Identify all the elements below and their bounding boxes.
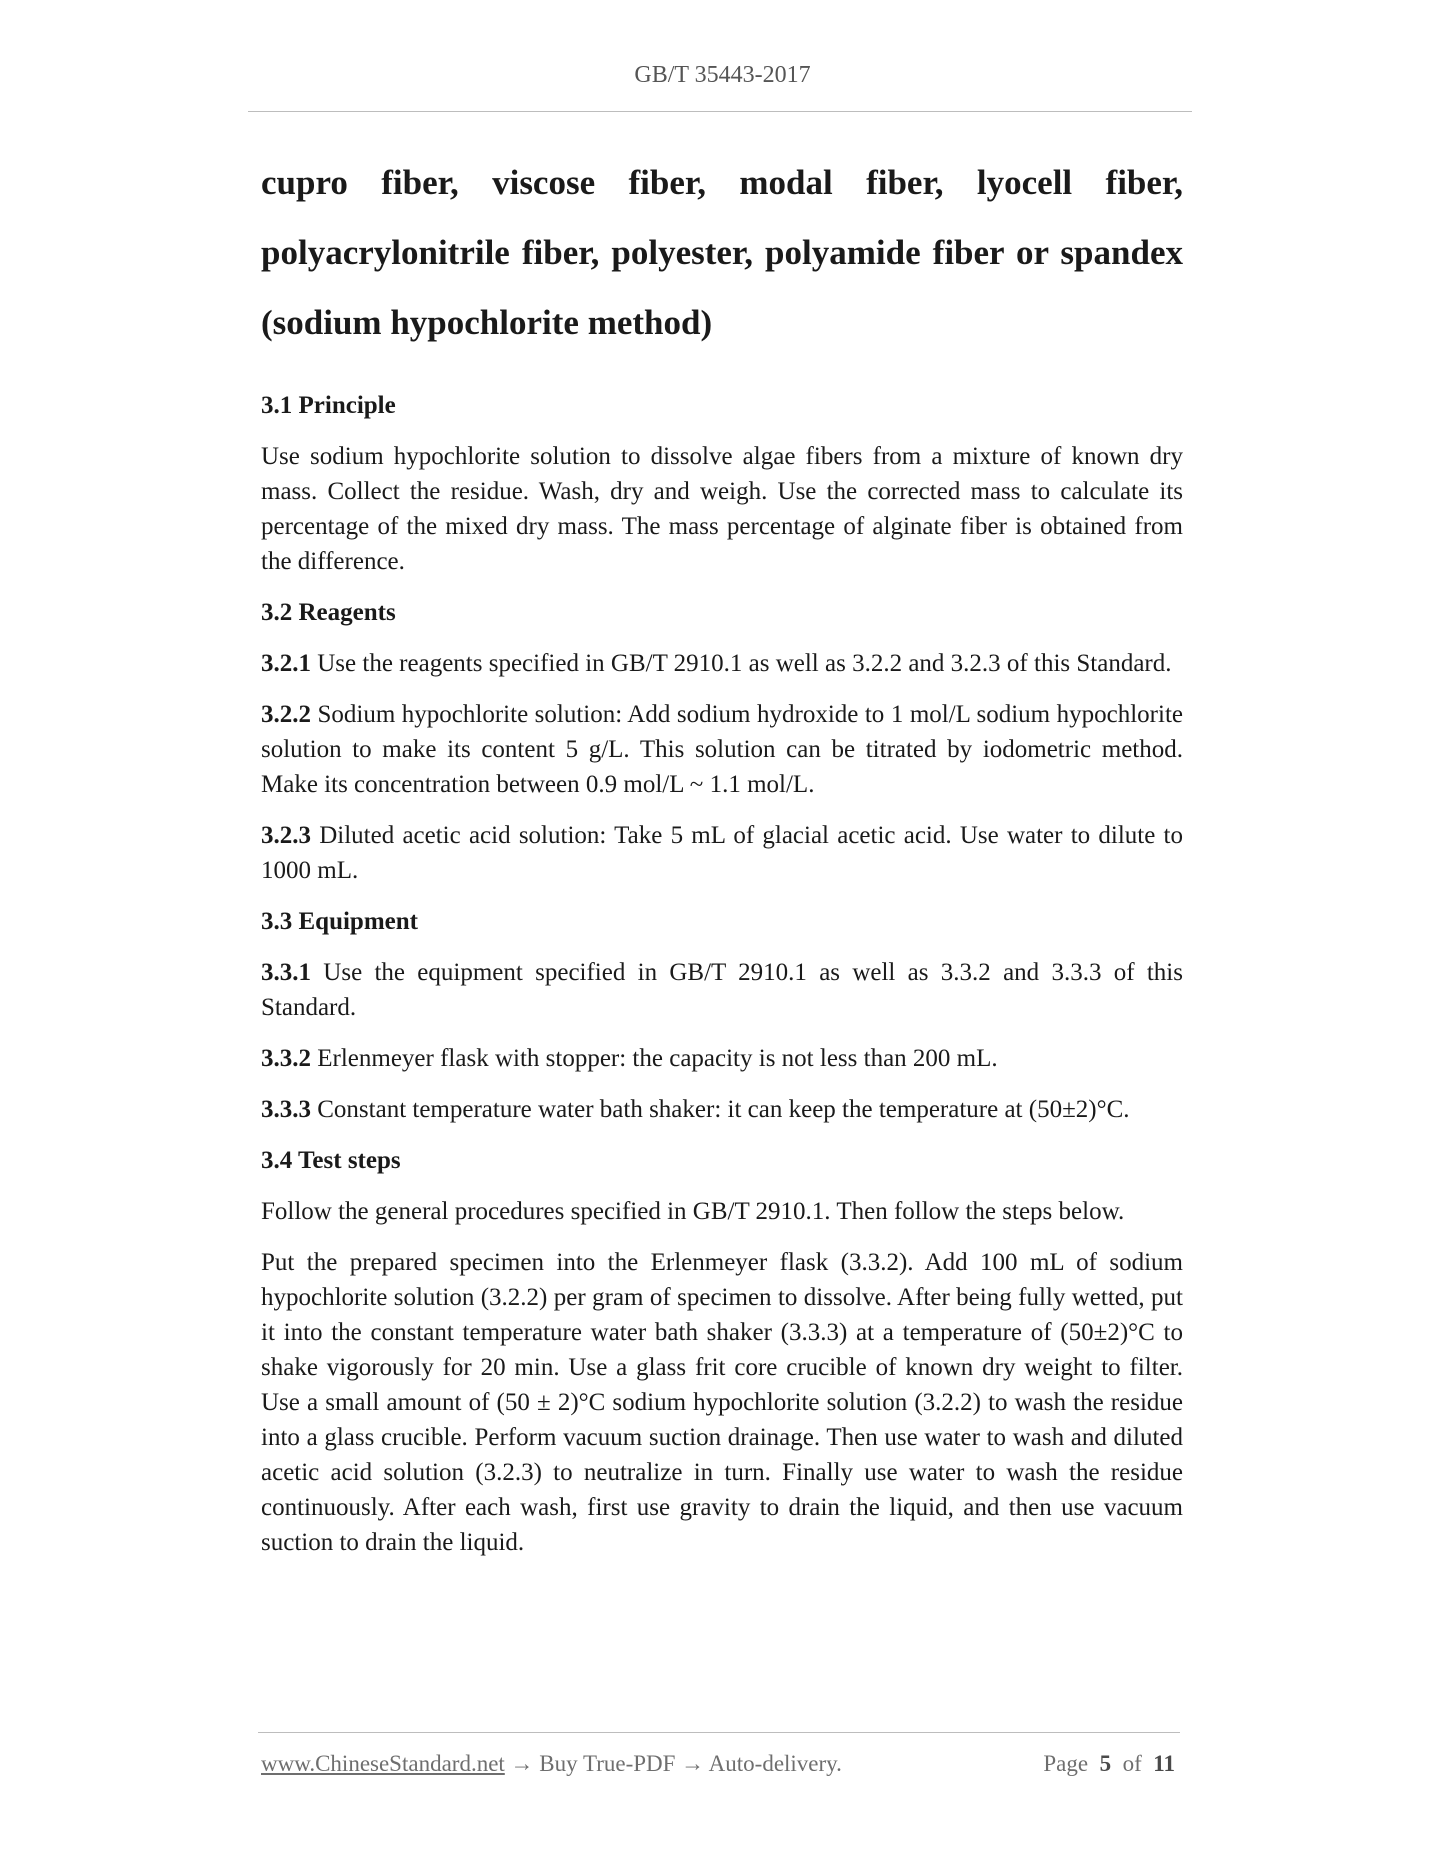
title-line: polyacrylonitrile fiber, polyester, polyamide fiber or spandex (261, 233, 1183, 272)
page-total: 11 (1153, 1751, 1175, 1776)
header-divider (248, 111, 1192, 112)
page-current: 5 (1099, 1751, 1112, 1776)
section-heading-test-steps: 3.4 Test steps (261, 1147, 401, 1174)
principle-paragraph: Use sodium hypochlorite solution to dissolve algae fibers from a mixture of known dry mass. Collect the residue. Wash, dry and weigh. Use the corrected mass to calculate its percentage of the mixed dry mass. The mass percentage of alginate fiber is obtained from the difference. (261, 443, 1183, 575)
page-header: GB/T 35443-2017 (634, 62, 811, 88)
clause-3-2-3 (261, 818, 1183, 888)
section-heading-reagents: 3.2 Reagents (261, 599, 396, 626)
title-line: (sodium hypochlorite method) (261, 303, 713, 342)
clause-3-3-2 (261, 1041, 1183, 1076)
footer-divider (258, 1732, 1180, 1733)
test-steps-intro: Follow the general procedures specified in GB/T 2910.1. Then follow the steps below. (261, 1198, 1125, 1225)
footer-promo (261, 1751, 842, 1777)
clause-number: 3.2.3 (261, 822, 311, 849)
document-title (261, 148, 1183, 358)
clause-text: Erlenmeyer flask with stopper: the capacity is not less than 200 mL. (311, 1045, 998, 1072)
clause-number: 3.3.1 (261, 959, 311, 986)
page-label: Page (1043, 1751, 1089, 1776)
page-of-label: of (1122, 1751, 1142, 1776)
clause-number: 3.2.1 (261, 650, 311, 677)
clause-text: Sodium hypochlorite solution: Add sodium hydroxide to 1 mol/L sodium hypochlorite solution to make its content 5 g/L. This solution can be titrated by iodometric method. Make its concentration between 0.9 mol/L ~ 1.1 mol/L. (261, 701, 1183, 798)
section-heading-equipment: 3.3 Equipment (261, 908, 418, 935)
clause-text: Diluted acetic acid solution: Take 5 mL of glacial acetic acid. Use water to dilute to 1000 mL. (261, 822, 1183, 884)
page-number (1043, 1751, 1175, 1777)
footer-promo-text: → Buy True-PDF → Auto-delivery. (504, 1751, 842, 1776)
clause-number: 3.3.2 (261, 1045, 311, 1072)
clause-3-3-3 (261, 1092, 1183, 1127)
clause-text: Constant temperature water bath shaker: it can keep the temperature at (50±2)°C. (311, 1096, 1130, 1123)
website-link[interactable]: www.ChineseStandard.net (261, 1751, 505, 1776)
clause-3-2-1 (261, 646, 1183, 681)
test-steps-procedure: Put the prepared specimen into the Erlenmeyer flask (3.3.2). Add 100 mL of sodium hypochlorite solution (3.2.2) per gram of specimen to dissolve. After being fully wetted, put it into the constant temperature water bath shaker (3.3.3) at a temperature of (50±2)°C to shake vigorously for 20 min. Use a glass frit core crucible of known dry weight to filter. Use a small amount of (50 ± 2)°C sodium hypochlorite solution (3.2.2) to wash the residue into a glass crucible. Perform vacuum suction drainage. Then use water to wash and diluted acetic acid solution (3.2.3) to neutralize in turn. Finally use water to wash the residue continuously. After each wash, first use gravity to drain the liquid, and then use vacuum suction to drain the liquid. (261, 1249, 1183, 1556)
clause-3-2-2 (261, 697, 1183, 802)
clause-number: 3.3.3 (261, 1096, 311, 1123)
section-heading-principle: 3.1 Principle (261, 392, 396, 419)
title-line: cupro fiber, viscose fiber, modal fiber, lyocell fiber, (261, 163, 1183, 202)
document-body (261, 148, 1183, 1560)
clause-3-3-1 (261, 955, 1183, 1025)
clause-text: Use the reagents specified in GB/T 2910.1 as well as 3.2.2 and 3.2.3 of this Standard. (311, 650, 1172, 677)
clause-number: 3.2.2 (261, 701, 311, 728)
clause-text: Use the equipment specified in GB/T 2910.1 as well as 3.3.2 and 3.3.3 of this Standard. (261, 959, 1183, 1021)
